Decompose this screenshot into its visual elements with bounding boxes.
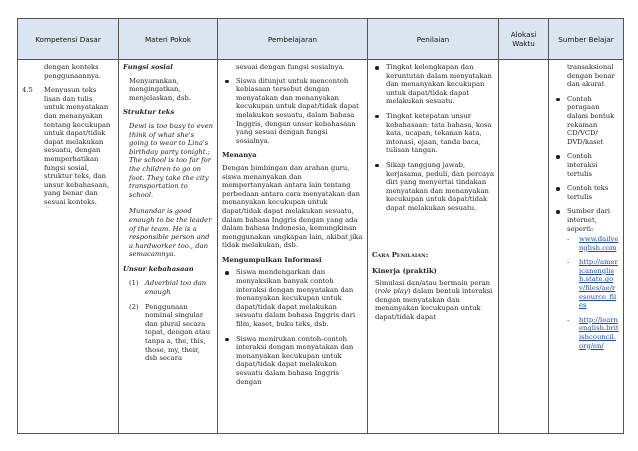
struktur-teks-title: Struktur teks: [123, 108, 175, 117]
unsur-kebahasaan-title: Unsur kebahasaan: [123, 264, 194, 273]
link-americanenglish[interactable]: http://americaneng​lish.state.gov/files/ae/resource_files: [579, 258, 618, 310]
list-item: Contoh interaksi tertulis: [553, 152, 619, 178]
header-penilaian: Penilaian: [368, 19, 499, 60]
kompetensi-intro: dengan konteks penggunaannya.: [44, 63, 102, 80]
content-row: [18, 60, 624, 434]
header-materi-pokok: Materi Pokok: [119, 19, 218, 60]
header-alokasi-waktu: Alokasi Waktu: [499, 19, 549, 60]
menanya-text: Dengan bimbingan dan arahan guru, siswa menanyakan dan mempertanyakan antara lain tentang perbedaan antara cara menyatakan dan menanyakan kecukupan untuk dapat/tidak dapat melakukan sesuatu, dalam bahasa Inggris dengan yang ada dalam bahasa Indonesia, kemungkinan menggunakan ungkapan lain, akibat jika tidak melakukan, dsb.: [222, 163, 363, 250]
list-item: - http://learnenglish.britishcouncil.org/en/: [567, 315, 619, 350]
cara-penilaian-title: Cara Penilaian:: [372, 250, 429, 259]
list-item: Tingkat ketepatan unsur kebahasaan: tata bahasa, kosa kata, ucapan, tekanan kata, intonasi, ejaan, tanda baca, tulisan tangan.: [372, 112, 494, 155]
kinerja-text: Simulasi dan/atau bermain peran (role play) dalam bentuk interaksi dengan menyatakan dan menanyakan kecukupan untuk dapat/tidak dapat: [375, 278, 493, 322]
materi-cell: [119, 60, 218, 434]
header-sumber-belajar: Sumber Belajar: [549, 19, 624, 60]
link-dailyenglish[interactable]: www.dailyenglish.com: [579, 235, 619, 252]
list-item: Sumber dari internet, seperti:: [553, 207, 619, 233]
sumber-top-text: transaksional dengan benar dan akurat: [567, 63, 615, 89]
struktur-teks-example-2: Munandar is good enough to be the leader of the team. He is a responsible person and a hardworker too., dan semacamnya.: [129, 207, 212, 259]
kompetensi-cell: [18, 60, 119, 434]
link-learnenglish[interactable]: http://learnenglish.britishcouncil.org/en/: [579, 315, 619, 350]
list-item: Contoh peragaan dalam bentuk rekaman CD/VCD/ DVD/kaset: [553, 95, 619, 147]
fungsi-sosial-text: Menyarankan, mengingatkan, menjelaskan, dsb.: [129, 76, 191, 102]
list-item: (2) Penggunaan nominal singular dan plural secara tepat, dengan atau tanpa a, the, this, those, my, their, dsb secara: [129, 302, 211, 363]
mengumpulkan-informasi-title: Mengumpulkan Informasi: [222, 255, 322, 264]
header-row: [18, 19, 624, 60]
kinerja-title: Kinerja (praktik): [372, 267, 437, 276]
sumber-cell: [549, 60, 624, 434]
struktur-teks-example-1: Dewi is too busy to even think of what she's going to wear to Lina's birthday party tonight.; The school is too far for the children to go on foot. They take the city transportation to school.: [129, 121, 213, 199]
menanya-title: Menanya: [222, 151, 257, 160]
kompetensi-number: 4.5: [22, 86, 33, 95]
header-kompetensi-dasar: Kompetensi Dasar: [18, 19, 119, 60]
list-item: Tingkat kelengkapan dan keruntutan dalam menyatakan dan menanyakan kecukupan untuk dapat/tidak dapat melakukan sesuatu.: [372, 63, 494, 106]
list-item: (1) Adverbial too dan enough: [129, 279, 207, 297]
pembelajaran-cell: [218, 60, 368, 434]
list-item: Siswa ditunjut untuk mencontoh kebiasaan tersebut dengan menyatakan dan menanyakan kecukupan untuk dapat/tidak dapat melakukan sesuatu, dalam bahasa Inggris, dengan unsur kebahasaan yang sesuai dengan fungsi sosialnya.: [222, 77, 363, 146]
alokasi-cell: [499, 60, 549, 434]
kompetensi-text: Menyusun teks lisan dan tulis untuk menyatakan dan menanyakan tentang kecukupan untuk dapat/tidak dapat melakukan sesuatu, dengan memperhatikan fungsi sosial, struktur teks, dan unsur kebahasaan, yang benar dan sesuai konteks.: [44, 86, 111, 206]
header-pembelajaran: Pembelajaran: [218, 19, 368, 60]
penilaian-cell: [368, 60, 499, 434]
list-item: Sikap tanggung jawab, kerjasama, peduli, dan percaya diri yang menyertai tindakan menyatakan dan menanyakan kecukupan untuk dapat/tidak dapat melakukan sesuatu.: [372, 161, 494, 213]
list-item: - http://americaneng​lish.state.gov/files/ae/resource_files: [567, 258, 618, 310]
syllabus-table: [17, 18, 624, 434]
list-item: Siswa mendengarkan dan menyaksikan banyak contoh interaksi dengan menyatakan dan menanyakan kecukupan untuk dapat/tidak dapat melakukan sesuatu dalam bahasa Inggris dari film, kaset, buku teks, dsb.: [222, 268, 363, 328]
fungsi-sosial-title: Fungsi sosial: [123, 63, 173, 71]
pembelajaran-top-text: sesuai dengan fungsi sosialnya.: [236, 63, 345, 71]
list-item: Contoh teks tertulis: [553, 184, 619, 201]
list-item: - www.dailyenglish.com: [567, 235, 619, 252]
list-item: Siswa menirukan contoh-contoh interaksi dengan menyatakan dan menanyakan kecukupan untuk dapat/tidak dapat melakukan sesuatu dalam bahasa Inggris dengan: [222, 335, 363, 387]
